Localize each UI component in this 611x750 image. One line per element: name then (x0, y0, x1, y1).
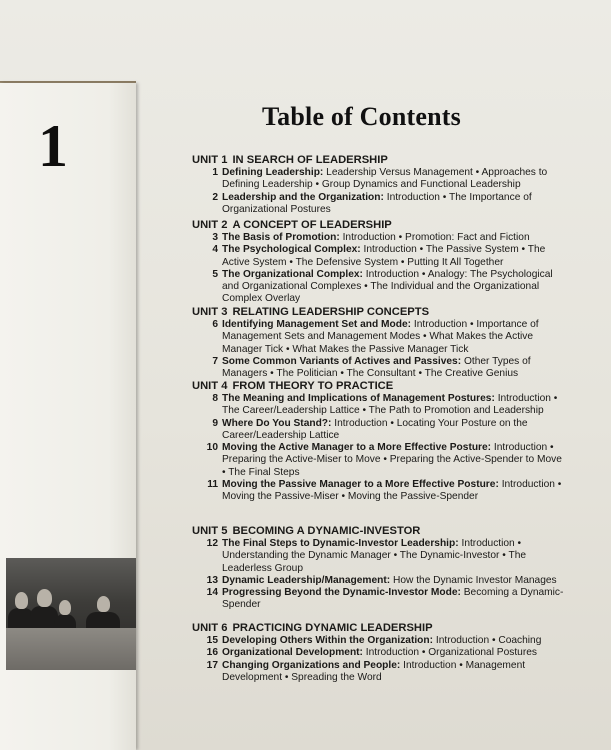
unit-label: UNIT 2 (192, 219, 228, 231)
chapter-topics: Introduction • Preparing the Active-Miser to Move • Preparing the Active-Spender to Move • The Final Steps (222, 442, 562, 478)
chapter-title: The Meaning and Implications of Management Postures: (222, 393, 495, 404)
chapter-entry (192, 538, 566, 575)
chapter-entry (192, 575, 566, 587)
chapter-entry (192, 269, 566, 306)
photo-table (6, 628, 136, 670)
unit-title: BECOMING A DYNAMIC-INVESTOR (232, 525, 421, 537)
meeting-photo (6, 558, 136, 670)
chapter-number: 8 (212, 393, 218, 404)
chapter-number: 11 (207, 479, 218, 491)
unit-label: UNIT 1 (192, 154, 228, 166)
chapter-title: The Organizational Complex: (222, 268, 363, 280)
chapter-title: Changing Organizations and People: (222, 659, 401, 671)
chapter-topics: Introduction • Importance of Management Sets and Management Modes • What Makes the Active Manager Tick • What Makes the Passive Manager Tick (222, 319, 539, 355)
chapter-topics: Introduction • The Importance of Organizational Postures (222, 191, 532, 215)
unit-title: RELATING LEADERSHIP CONCEPTS (232, 306, 430, 318)
chapter-topics: Introduction • Promotion: Fact and Fiction (342, 232, 530, 243)
chapter-number: 3 (212, 232, 218, 243)
unit-heading (192, 622, 566, 635)
unit-heading (192, 380, 566, 393)
unit-section (192, 306, 566, 380)
chapter-entry (192, 167, 566, 192)
chapter-entry (192, 479, 566, 504)
unit-title: A CONCEPT OF LEADERSHIP (232, 219, 392, 231)
chapter-title: The Final Steps to Dynamic-Investor Leadership: (222, 538, 459, 549)
unit-title: IN SEARCH OF LEADERSHIP (232, 154, 388, 166)
chapter-topics: Introduction • Management Development • Spreading the Word (222, 659, 526, 683)
chapter-title: Moving the Passive Manager to a More Effective Posture: (222, 479, 499, 491)
chapter-topics: Leadership Versus Management • Approaches to Defining Leadership • Group Dynamics and Functional Leadership (222, 167, 548, 191)
chapter-topics: How the Dynamic Investor Manages (392, 574, 557, 586)
unit-heading (192, 525, 566, 538)
photo-head (15, 592, 28, 609)
chapter-number: 10 (206, 442, 218, 454)
chapter-entry (192, 192, 566, 217)
chapter-title: Identifying Management Set and Mode: (222, 319, 412, 330)
chapter-topics: Introduction • Locating Your Posture on the Career/Leadership Lattice (222, 417, 528, 441)
chapter-entry (192, 232, 566, 244)
chapter-topics: Introduction • Understanding the Dynamic Manager • The Dynamic-Investor • The Leaderless Group (222, 538, 527, 574)
chapter-entry (192, 442, 566, 479)
unit-section (192, 622, 566, 684)
chapter-title: The Basis of Promotion: (222, 232, 340, 243)
chapter-entry (192, 418, 566, 443)
chapter-number: 7 (212, 355, 218, 367)
chapter-topics: Introduction • Analogy: The Psychological and Organizational Complexes • The Individual and the Organizational Complex Overlay (222, 268, 553, 305)
unit-label: UNIT 3 (192, 306, 228, 318)
unit-section (192, 154, 566, 216)
unit-label: UNIT 5 (192, 525, 228, 537)
chapter-entry (192, 319, 566, 356)
chapter-title: Organizational Development: (222, 647, 363, 659)
unit-heading (192, 219, 566, 232)
chapter-topics: Other Types of Managers • The Politician • The Consultant • The Creative Genius (222, 355, 531, 380)
unit-label: UNIT 4 (192, 380, 228, 392)
photo-head (37, 589, 52, 607)
chapter-number: 9 (212, 417, 218, 429)
chapter-number: 14 (206, 587, 218, 599)
photo-head (59, 600, 71, 615)
unit-section (192, 525, 566, 612)
chapter-number: 4 (212, 244, 218, 256)
chapter-number: 15 (206, 635, 218, 646)
chapter-number: 5 (212, 268, 218, 280)
chapter-topics: Introduction • Coaching (435, 635, 542, 646)
unit-heading (192, 154, 566, 167)
unit-heading (192, 306, 566, 319)
photo-head (97, 596, 110, 612)
chapter-title: Defining Leadership: (222, 167, 324, 178)
unit-title: FROM THEORY TO PRACTICE (232, 380, 394, 392)
chapter-number: 12 (206, 538, 218, 549)
chapter-number: 2 (212, 191, 218, 203)
unit-title: PRACTICING DYNAMIC LEADERSHIP (232, 622, 433, 634)
unit-label: UNIT 6 (192, 622, 228, 634)
chapter-number: 1 (212, 167, 218, 178)
chapter-entry (192, 356, 566, 381)
chapter-topics: Introduction • Organizational Postures (365, 647, 537, 659)
chapter-topics: Introduction • The Passive System • The Active System • The Defensive System • Putting It All Together (222, 244, 546, 268)
chapter-title: Leadership and the Organization: (222, 191, 384, 203)
chapter-entry (192, 393, 566, 418)
chapter-title: The Psychological Complex: (222, 244, 361, 256)
chapter-topics: Becoming a Dynamic-Spender (222, 587, 564, 611)
chapter-entry (192, 244, 566, 269)
chapter-entry (192, 635, 566, 647)
chapter-title: Progressing Beyond the Dynamic-Investor Mode: (222, 587, 461, 599)
panel-number: 1 (38, 113, 68, 179)
chapter-entry (192, 647, 566, 659)
chapter-title: Where Do You Stand?: (222, 417, 332, 429)
chapter-title: Dynamic Leadership/Management: (222, 574, 391, 586)
chapter-number: 16 (206, 647, 218, 659)
unit-section (192, 380, 566, 504)
chapter-number: 13 (206, 574, 218, 586)
chapter-topics: Introduction • Moving the Passive-Miser • Moving the Passive-Spender (222, 479, 562, 503)
chapter-entry (192, 587, 566, 612)
unit-section (192, 219, 566, 306)
chapter-title: Developing Others Within the Organization: (222, 635, 434, 646)
chapter-entry (192, 660, 566, 685)
chapter-number: 6 (212, 319, 218, 330)
chapter-topics: Introduction • The Career/Leadership Lattice • The Path to Promotion and Leadership (222, 393, 558, 417)
page-title: Table of Contents (262, 102, 461, 131)
chapter-number: 17 (206, 659, 218, 671)
chapter-title: Moving the Active Manager to a More Effective Posture: (222, 442, 492, 454)
chapter-title: Some Common Variants of Actives and Passives: (222, 355, 462, 367)
